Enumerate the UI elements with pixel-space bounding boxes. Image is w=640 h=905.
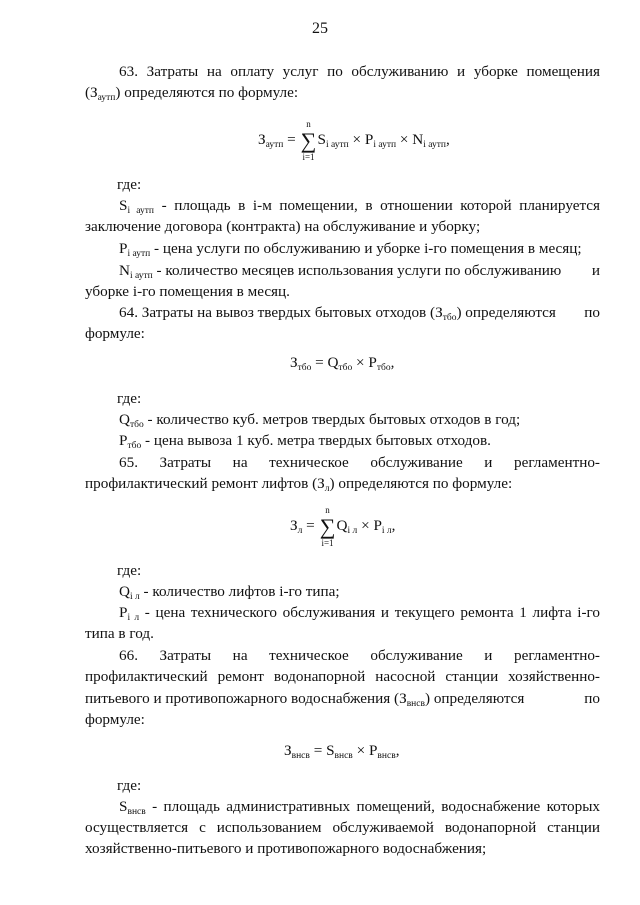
p64-where: где: [117, 390, 142, 407]
p65-where: где: [117, 562, 142, 579]
p65-q-definition: Qi л - количество лифтов i-го типа; [119, 583, 340, 602]
p63-n-definition: Ni аутп - количество месяцев использования услуги по обслуживанию и [119, 262, 600, 281]
p63-n-definition-cont: уборке i-го помещения в месяц. [85, 283, 290, 300]
p63-s-definition-cont: заключение договора (контракта) на обслуживание и уборку; [85, 218, 481, 235]
p66-line3: питьевого и противопожарного водоснабжения (Звнсв) определяются по [85, 690, 600, 709]
p66-s-definition: Sвнсв - площадь административных помещений, водоснабжение которых [119, 798, 600, 817]
page-number: 25 [312, 20, 328, 37]
p65-p-definition: Pi л - цена технического обслуживания и текущего ремонта 1 лифта i-го [119, 604, 600, 623]
p65-line2: профилактический ремонт лифтов (Зл) определяются по формуле: [85, 475, 513, 494]
p66-line1: 66. Затраты на техническое обслуживание и регламентно- [119, 647, 600, 664]
p63-p-definition: Pi аутп - цена услуги по обслуживанию и уборке i-го помещения в месяц; [119, 240, 582, 259]
p63-line1: 63. Затраты на оплату услуг по обслуживанию и уборке помещения [119, 63, 600, 80]
formula-64: Зтбо = Qтбо × Pтбо, [290, 354, 395, 373]
p64-p-definition: Pтбо - цена вывоза 1 куб. метра твердых бытовых отходов. [119, 432, 491, 451]
p65-line1: 65. Затраты на техническое обслуживание и регламентно- [119, 454, 600, 471]
p63-line2: (Заутп) определяются по формуле: [85, 84, 299, 103]
p66-line4: формуле: [85, 711, 145, 728]
formula-63: Заутп = n ∑ i=1 Si аутп × Pi аутп × Ni аутп, [258, 118, 450, 162]
p64-line2: формуле: [85, 325, 145, 342]
sum-sign-63: n ∑ i=1 [300, 118, 317, 162]
sum-sign-65: n ∑ i=1 [319, 504, 336, 548]
p63-s-definition: Si аутп - площадь в i-м помещении, в отношении которой планируется [119, 197, 601, 216]
p66-where: где: [117, 777, 142, 794]
formula-65: Зл = n ∑ i=1 Qi л × Pi л, [290, 504, 396, 548]
p64-q-definition: Qтбо - количество куб. метров твердых бытовых отходов в год; [119, 411, 521, 430]
p66-s-definition-cont2: хозяйственно-питьевого и противопожарного водоснабжения; [85, 840, 487, 857]
p66-s-definition-cont: осуществляется с использованием обслуживаемой водонапорной станции [85, 819, 600, 836]
p63-where: где: [117, 176, 142, 193]
p65-p-definition-cont: типа в год. [85, 625, 154, 642]
p64-line1: 64. Затраты на вывоз твердых бытовых отходов (Зтбо) определяются по [119, 304, 600, 323]
formula-66: Звнсв = Sвнсв × Pвнсв, [284, 742, 400, 761]
p66-line2: профилактический ремонт водонапорной насосной станции хозяйственно- [85, 668, 600, 685]
